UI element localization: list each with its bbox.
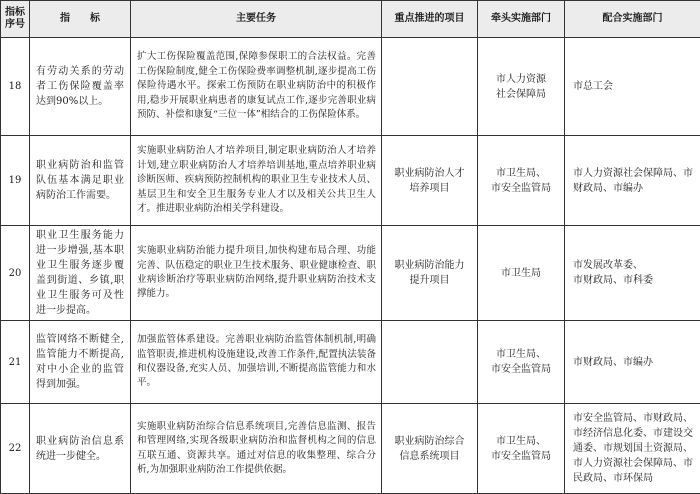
row-coop-departments: 市发展改革委、 市财政局、市科委 [565, 226, 700, 321]
row-index: 20 [1, 226, 30, 321]
row-coop-departments: 市安全监管局、市财政局、 市经济信息化委、市建设交 通委、市规划国土资源局、 市人力资源社会保障局、市 民政局、市环保局 [565, 404, 700, 494]
row-coop-departments: 市财政局、市编办 [565, 321, 700, 404]
row-index: 19 [1, 136, 30, 226]
row-tasks: 实施职业病防治综合信息系统项目,完善信息监测、报告和管理网络,实现各级职业病防治和监督机构之间的信息互联互通、资源共享。通过对信息的收集整理、综合分析,为加强职业病防治工作提供依据。 [131, 404, 382, 494]
row-index: 21 [1, 321, 30, 404]
row-tasks: 加强监管体系建设。完善职业病防治监管体制机制,明确监管职责,推进机构设施建设,改善工作条件,配置执法装备和仪器设备,充实人员、加强培训,不断提高监管能力和水平。 [131, 321, 382, 404]
table-row [1, 136, 700, 226]
row-lead-department: 市卫生局、 市安全监管局 [478, 404, 565, 494]
row-project: 职业病防治综合 信息系统项目 [382, 404, 478, 494]
header-project: 重点推进的项目 [382, 1, 478, 38]
row-project: 职业病防治人才 培养项目 [382, 136, 478, 226]
row-tasks: 实施职业病防治能力提升项目,加快构建布局合理、功能完善、队伍稳定的职业卫生技术服务、职业健康检查、职业病诊断治疗等职业病防治网络,提升职业病防治技术支撑能力。 [131, 226, 382, 321]
table-row [1, 321, 700, 404]
row-indicator: 监管网络不断健全,监管能力不断提高,对中小企业的监管得到加强。 [30, 321, 131, 404]
row-tasks: 扩大工伤保险覆盖范围,保障参保职工的合法权益。完善工伤保险制度,健全工伤保险费率调整机制,逐步提高工伤保险待遇水平。探索工伤预防在职业病防治中的积极作用,稳步开展职业病患者的康复试点工作,逐步完善职业病预防、补偿和康复“三位一体”相结合的工伤保险体系。 [131, 38, 382, 136]
row-coop-departments: 市总工会 [565, 38, 700, 136]
row-lead-department: 市卫生局、 市安全监管局 [478, 136, 565, 226]
table-header-row [1, 1, 700, 38]
header-coop: 配合实施部门 [565, 1, 700, 38]
row-index: 18 [1, 38, 30, 136]
row-lead-department: 市人力资源 社会保障局 [478, 38, 565, 136]
header-tasks: 主要任务 [131, 1, 382, 38]
row-project: 职业病防治能力 提升项目 [382, 226, 478, 321]
row-tasks: 实施职业病防治人才培养项目,制定职业病防治人才培养计划,建立职业病防治人才培养培训基地,重点培养职业病诊断医师、疾病预防控制机构的职业卫生专业技术人员、基层卫生和安全卫生服务专业人才以及相关公共卫生人才。推进职业病防治相关学科建设。 [131, 136, 382, 226]
table-row [1, 226, 700, 321]
row-index: 22 [1, 404, 30, 494]
header-indicator: 指 标 [30, 1, 131, 38]
row-project [382, 321, 478, 404]
row-indicator: 有劳动关系的劳动者工伤保险覆盖率达到90%以上。 [30, 38, 131, 136]
row-indicator: 职业病防治和监管队伍基本满足职业病防治工作需要。 [30, 136, 131, 226]
row-project [382, 38, 478, 136]
table-row [1, 404, 700, 494]
header-lead: 牵头实施部门 [478, 1, 565, 38]
header-index: 指标 序号 [1, 1, 30, 38]
row-coop-departments: 市人力资源社会保障局、市 财政局、市编办 [565, 136, 700, 226]
row-lead-department: 市卫生局 [478, 226, 565, 321]
row-indicator: 职业卫生服务能力进一步增强,基本职业卫生服务逐步覆盖到街道、乡镇,职业卫生服务可及性进一步提高。 [30, 226, 131, 321]
row-lead-department: 市卫生局、 市安全监管局 [478, 321, 565, 404]
table-row [1, 38, 700, 136]
row-indicator: 职业病防治信息系统进一步健全。 [30, 404, 131, 494]
